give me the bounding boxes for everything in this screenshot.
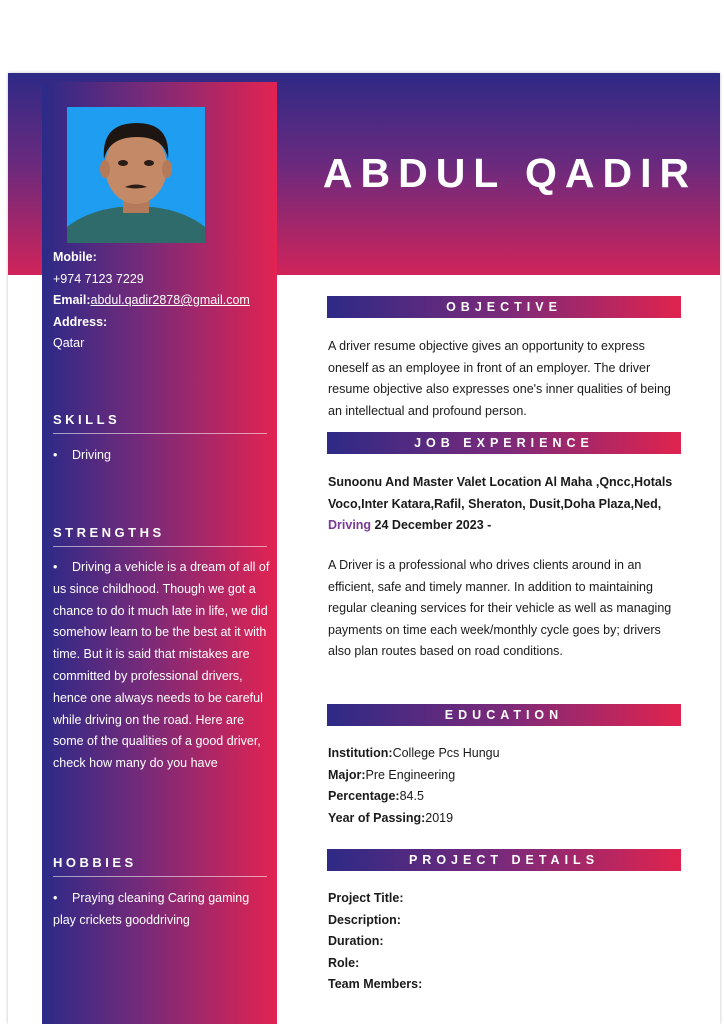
projects-block [328,888,684,996]
profile-photo [67,107,205,243]
major-label: Major: [328,767,366,782]
project-team-label: Team Members: [328,977,423,991]
candidate-name: ABDUL QADIR [322,150,698,196]
email-label: Email: [53,293,91,307]
strengths-text: Driving a vehicle is a dream of all of us since childhood. Though we got a chance to do it much late in life, we did somehow learn to be the best at it with time. But it is said that mistakes are committed by professional drivers, hence one always needs to be careful while driving on the road. Here are some of the qualities of a good driver, check how many do you have [53,560,270,771]
year-value: 2019 [425,810,454,825]
projects-heading: PROJECT DETAILS [327,849,681,871]
project-title-label: Project Title: [328,891,404,905]
percentage-label: Percentage: [328,789,400,803]
address-label: Address: [53,314,108,329]
skills-list-item [53,445,271,467]
objective-heading: OBJECTIVE [327,296,681,318]
hobbies-text-block [53,888,271,932]
institution-row [328,743,684,765]
experience-company [328,472,684,537]
institution-value: College Pcs Hungu [392,746,500,760]
hobbies-heading: HOBBIES [53,855,267,877]
strengths-heading: STRENGTHS [53,525,267,547]
major-value: Pre Engineering [365,767,456,782]
mobile-label: Mobile: [53,250,97,264]
hobbies-text: Praying cleaning Caring gaming play crickets gooddriving [53,891,250,927]
education-heading: EDUCATION [327,704,681,726]
bullet-icon: • [53,891,58,905]
education-block [328,743,684,829]
experience-description: A Driver is a professional who drives clients around in an efficient, safe and timely manner. In addition to maintaining regular cleaning services for their vehicle as well as managing payments on time each week/monthly cycle goes by; drivers also plan routes based on road conditions. [328,558,672,658]
skills-heading: SKILLS [53,412,267,434]
experience-heading: JOB EXPERIENCE [327,432,681,454]
year-label: Year of Passing: [328,810,426,825]
person-photo-icon [67,107,205,243]
institution-label: Institution: [328,746,393,760]
company-names: Sunoonu And Master Valet Location Al Maha ,Qncc,Hotals Voco,Inter Katara,Rafil, Sheraton, Dusit,Doha Plaza,Ned, [328,475,673,511]
year-row [328,808,684,830]
job-dates: 24 December 2023 - [374,518,492,532]
job-role: Driving [328,518,372,532]
bullet-icon: • [53,448,58,462]
project-description-label: Description: [328,912,401,927]
project-duration-label: Duration: [328,934,384,948]
skill-label: Driving [72,448,111,462]
email-link[interactable]: abdul.qadir2878@gmail.com [90,293,250,307]
bullet-icon: • [53,560,58,574]
strengths-text-block [53,557,271,775]
percentage-row [328,786,684,808]
address-value: Qatar [53,336,85,350]
email-row [53,290,275,312]
project-role-label: Role: [328,955,360,970]
objective-text: A driver resume objective gives an opportunity to express oneself as an employee in front of an employer. The driver resume objective also expresses one's inner qualities of being an intellectual and profound person. [328,339,671,418]
mobile-value: +974 7123 7229 [53,271,144,286]
percentage-value: 84.5 [399,789,424,803]
major-row [328,765,684,787]
contact-block [53,247,275,355]
